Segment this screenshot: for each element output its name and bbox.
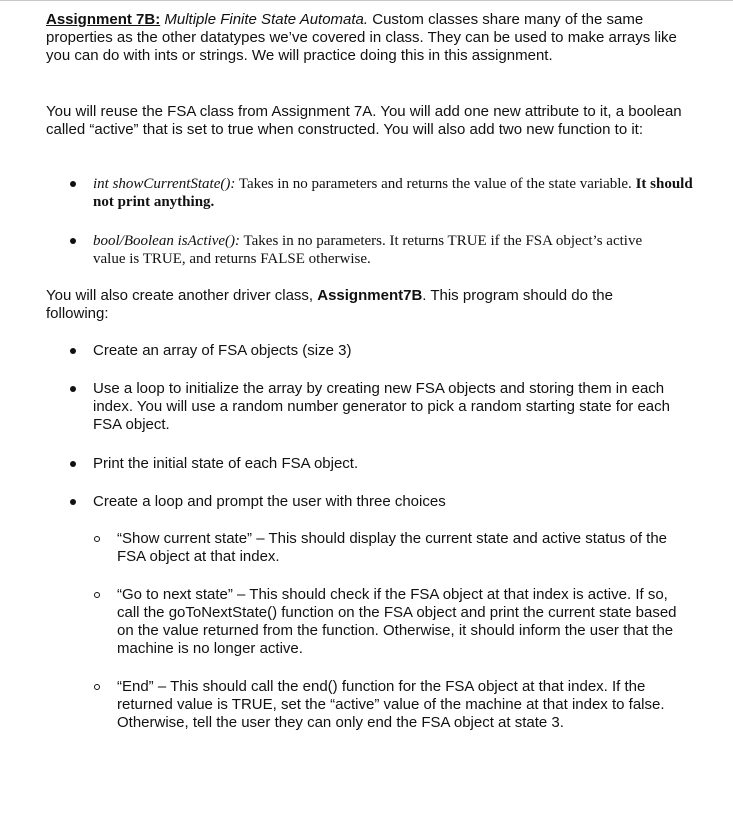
choice-item-show-current-state: “Show current state” – This should display the current state and active status of the FSA object at that index. [117,530,668,565]
sub-bullet-icon [94,684,100,690]
method-signature: int showCurrentState(): [93,176,236,192]
bullet-icon [70,461,76,467]
assignment-subtitle: Multiple Finite State Automata. [164,11,369,28]
driver-text-before: You will also create another driver class, [46,287,318,304]
choice-item-go-to-next-state: “Go to next state” – This should check if the FSA object at that index is active. If so, call the goToNextState() function on the FSA object and print the current state based on the value returned from the function. Otherwise, it should inform the user that the machine is no longer active. [117,586,677,657]
driver-class-name: Assignment7B [317,287,423,304]
bullet-icon [70,348,76,354]
sub-bullet-icon [94,592,100,598]
step-item: Create an array of FSA objects (size 3) [93,342,352,359]
top-border [0,0,733,1]
method-description: Takes in no parameters and returns the value of the state variable. [235,176,632,192]
bullet-icon [70,238,76,244]
driver-paragraph [46,287,666,323]
intro-text: Custom classes share many of the same properties as the other datatypes we’ve covered in class. They can be used to make arrays like you can do with ints or strings. We will practice doing this in this assignment. [46,11,677,64]
reuse-paragraph: You will reuse the FSA class from Assignment 7A. You will add one new attribute to it, a boolean called “active” that is set to true when constructed. You will also add two new function to it: [46,103,682,138]
intro-paragraph [46,11,696,65]
assignment-title: Assignment 7B: [46,11,161,28]
step-item: Create a loop and prompt the user with three choices [93,493,446,510]
step-item: Use a loop to initialize the array by creating new FSA objects and storing them in each index. You will use a random number generator to pick a random starting state for each FSA object. [93,380,670,433]
step-item: Print the initial state of each FSA object. [93,455,359,472]
sub-bullet-icon [94,536,100,542]
driver-text-after: . This program should do the following: [46,287,613,322]
method-description: Takes in no parameters. It returns TRUE if the FSA object’s active value is TRUE, and returns FALSE otherwise. [93,233,643,267]
method-emphasis: It should not print anything. [93,176,693,210]
bullet-icon [70,181,76,187]
method-item-is-active [93,232,668,268]
method-item-show-current-state [93,175,708,211]
bullet-icon [70,499,76,505]
bullet-icon [70,386,76,392]
method-signature: bool/Boolean isActive(): [93,233,241,249]
choice-item-end: “End” – This should call the end() function for the FSA object at that index. If the returned value is TRUE, set the “active” value of the machine at that index to false. Otherwise, tell the user they can only end the FSA object at state 3. [117,678,665,731]
